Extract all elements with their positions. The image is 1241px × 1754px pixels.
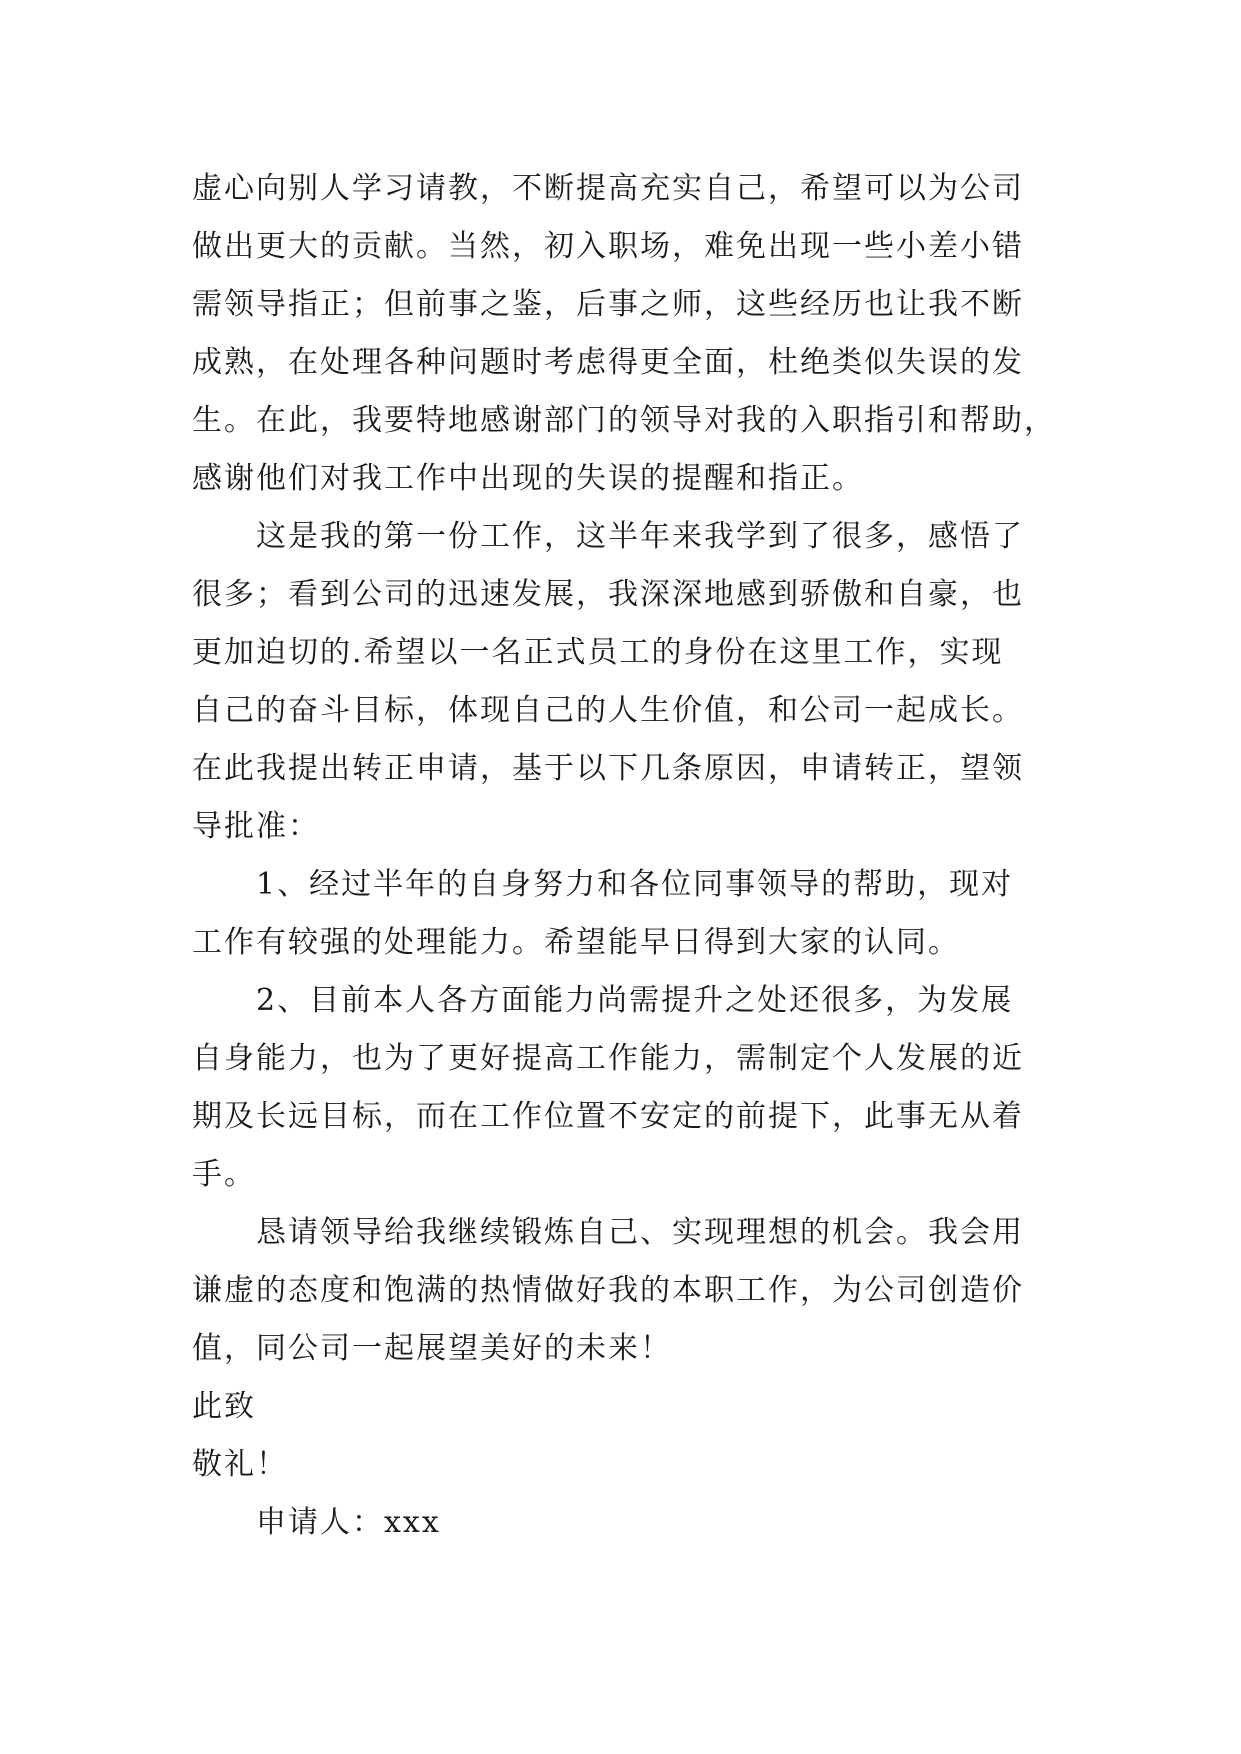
document-body [192, 160, 1072, 1552]
document-line: 恳请领导给我继续锻炼自己、实现理想的机会。我会用 [256, 1215, 1024, 1250]
document-line: 生。在此，我要特地感谢部门的领导对我的入职指引和帮助， [192, 403, 1056, 438]
document-line: 自身能力，也为了更好提高工作能力，需制定个人发展的近 [192, 1041, 1024, 1076]
document-line: 虚心向别人学习请教，不断提高充实自己，希望可以为公司 [192, 171, 1024, 206]
document-line: 导批准： [192, 809, 320, 844]
document-line: 在此我提出转正申请，基于以下几条原因，申请转正，望领 [192, 751, 1024, 786]
document-line: 很多；看到公司的迅速发展，我深深地感到骄傲和自豪，也 [192, 577, 1024, 612]
document-line: 期及长远目标，而在工作位置不安定的前提下，此事无从着 [192, 1099, 1024, 1134]
document-line: 自己的奋斗目标，体现自己的人生价值，和公司一起成长。 [192, 693, 1024, 728]
document-line: 成熟，在处理各种问题时考虑得更全面，杜绝类似失误的发 [192, 345, 1024, 380]
document-line: 需领导指正；但前事之鉴，后事之师，这些经历也让我不断 [192, 287, 1024, 322]
document-line: 感谢他们对我工作中出现的失误的提醒和指正。 [192, 461, 864, 496]
document-line: 工作有较强的处理能力。希望能早日得到大家的认同。 [192, 925, 960, 960]
document-line: 申请人：xxx [256, 1505, 441, 1540]
document-line: 手。 [192, 1157, 256, 1192]
document-line: 做出更大的贡献。当然，初入职场，难免出现一些小差小错 [192, 229, 1024, 264]
document-line: 更加迫切的.希望以一名正式员工的身份在这里工作，实现 [192, 635, 1004, 670]
document-line: 1、经过半年的自身努力和各位同事领导的帮助，现对 [256, 867, 1014, 902]
document-line: 值，同公司一起展望美好的未来！ [192, 1331, 672, 1366]
document-line: 2、目前本人各方面能力尚需提升之处还很多，为发展 [256, 983, 1014, 1018]
document-line: 这是我的第一份工作，这半年来我学到了很多，感悟了 [256, 519, 1024, 554]
document-line: 此致 [192, 1389, 256, 1424]
document-line: 敬礼！ [192, 1447, 288, 1482]
document-line: 谦虚的态度和饱满的热情做好我的本职工作，为公司创造价 [192, 1273, 1024, 1308]
